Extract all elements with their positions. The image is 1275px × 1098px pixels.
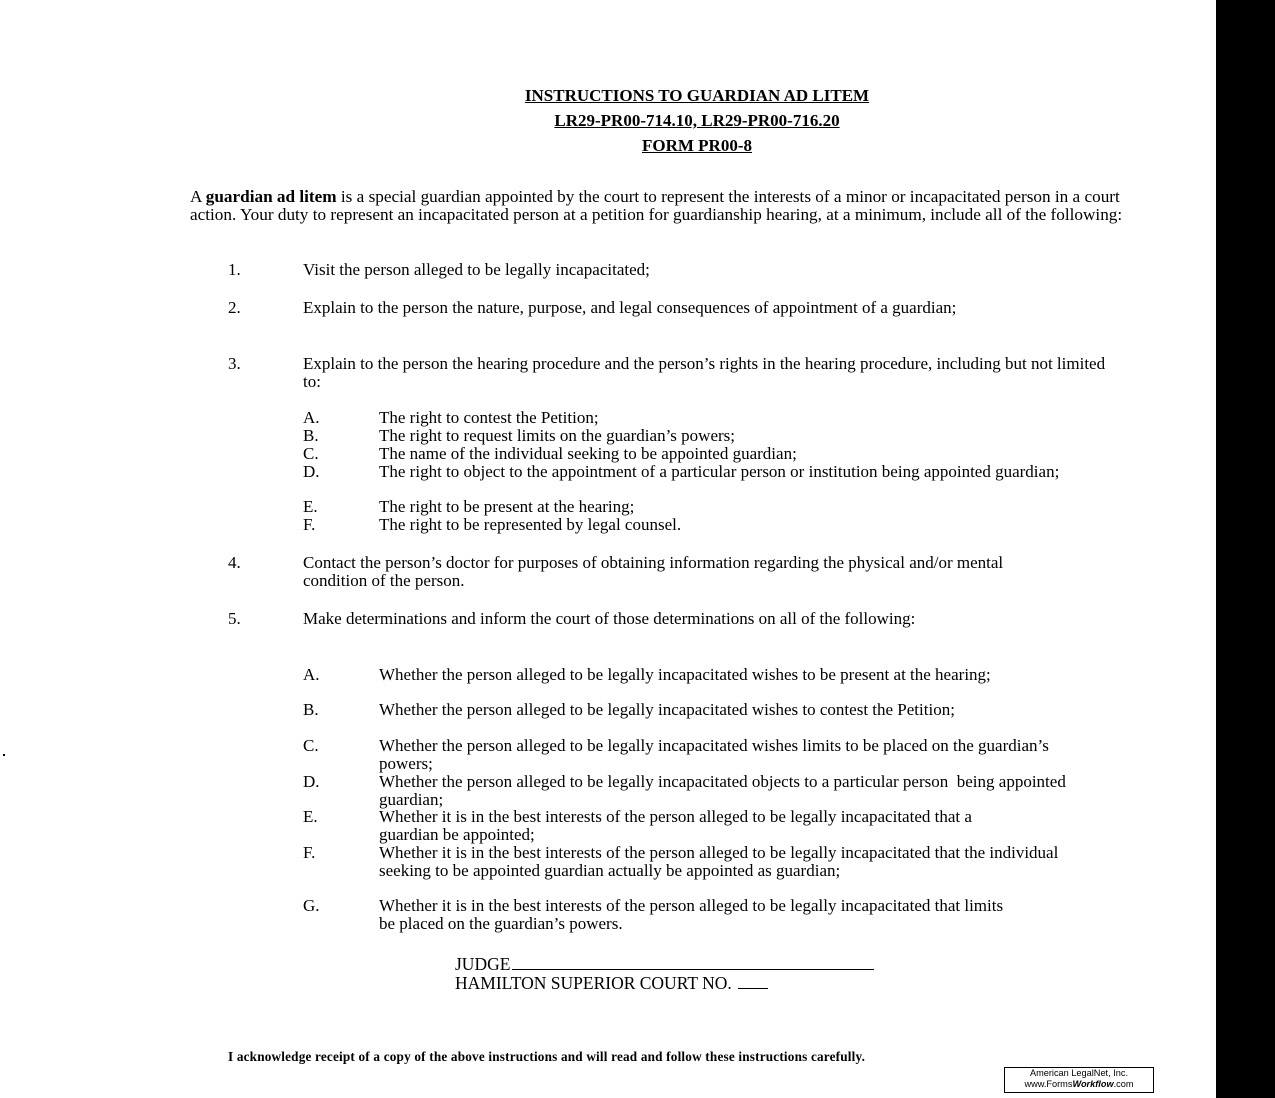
scan-speck: [3, 754, 5, 756]
intro-paragraph: [190, 188, 1170, 224]
right-letter: F.: [303, 515, 316, 534]
determination-text: Whether it is in the best interests of the person alleged to be legally incapacitated that limits be placed on the guardian’s powers.: [379, 896, 1004, 933]
stamp-url-a: www.Forms: [1024, 1079, 1073, 1089]
stamp-url-b: Workflow: [1072, 1079, 1114, 1089]
right-letter: E.: [303, 497, 318, 516]
item-number: 5.: [228, 609, 241, 628]
determination-letter: C.: [303, 736, 319, 755]
right-letter: A.: [303, 408, 320, 427]
item-number: 3.: [228, 354, 241, 373]
stamp-url-c: .com: [1113, 1079, 1134, 1089]
right-text: The right to object to the appointment of a particular person or institution being appointed guardian;: [379, 462, 1060, 481]
right-text: The name of the individual seeking to be appointed guardian;: [379, 444, 797, 463]
acknowledgement-text: I acknowledge receipt of a copy of the above instructions and will read and follow these instructions carefully.: [228, 1049, 866, 1064]
item-text: Contact the person’s doctor for purposes of obtaining information regarding the physical and/or mental condition of the person.: [303, 553, 1004, 590]
right-letter: B.: [303, 426, 319, 445]
determination-text: Whether the person alleged to be legally incapacitated objects to a particular person being appointed guardian;: [379, 772, 1071, 809]
right-letter: D.: [303, 462, 320, 481]
determination-letter: B.: [303, 700, 319, 719]
determination-text: Whether the person alleged to be legally incapacitated wishes to contest the Petition;: [379, 700, 955, 719]
determination-letter: E.: [303, 807, 318, 826]
judge-label: JUDGE: [455, 954, 511, 974]
determination-text: Whether it is in the best interests of the person alleged to be legally incapacitated that a guardian be appointed;: [379, 807, 972, 844]
determination-letter: F.: [303, 843, 316, 862]
intro-term: guardian ad litem: [205, 187, 337, 206]
stamp-company: American LegalNet, Inc.: [1029, 1068, 1129, 1078]
court-number-field[interactable]: [738, 973, 768, 989]
determination-letter: A.: [303, 665, 320, 684]
judge-signature-line: [455, 954, 874, 974]
item-text: Explain to the person the nature, purpose, and legal consequences of appointment of a guardian;: [303, 298, 957, 317]
item-number: 4.: [228, 553, 241, 572]
court-number-line: [455, 973, 768, 993]
determination-letter: G.: [303, 896, 320, 915]
stamp-url: [1005, 1079, 1153, 1090]
court-label: HAMILTON SUPERIOR COURT NO.: [455, 973, 732, 993]
intro-lead: A: [190, 187, 206, 206]
determination-letter: D.: [303, 772, 320, 791]
determination-text: Whether the person alleged to be legally incapacitated wishes limits to be placed on the guardian’s powers;: [379, 736, 1049, 773]
right-text: The right to be present at the hearing;: [379, 497, 635, 516]
item-text: Make determinations and inform the court of those determinations on all of the following:: [303, 609, 916, 628]
rule-references: LR29-PR00-714.10, LR29-PR00-716.20: [554, 111, 840, 130]
intro-rest: is a special guardian appointed by the court to represent the interests of a minor or incapacitated person in a court action. Your duty to represent an incapacitated person at a petition for guardianship hearing, at a minimum, include all of the following:: [190, 187, 1123, 224]
determination-text: Whether it is in the best interests of the person alleged to be legally incapacitated that the individual seeking to be appointed guardian actually be appointed as guardian;: [379, 843, 1059, 880]
right-text: The right to request limits on the guardian’s powers;: [379, 426, 735, 445]
right-text: The right to be represented by legal counsel.: [379, 515, 682, 534]
right-letter: C.: [303, 444, 319, 463]
right-text: The right to contest the Petition;: [379, 408, 599, 427]
document-title: INSTRUCTIONS TO GUARDIAN AD LITEM: [524, 86, 870, 105]
item-number: 1.: [228, 260, 241, 279]
judge-signature-field[interactable]: [512, 954, 874, 970]
form-number: FORM PR00-8: [641, 136, 752, 155]
item-text: Visit the person alleged to be legally incapacitated;: [303, 260, 650, 279]
determination-text: Whether the person alleged to be legally incapacitated wishes to be present at the hearing;: [379, 665, 991, 684]
item-number: 2.: [228, 298, 241, 317]
item-text: Explain to the person the hearing procedure and the person’s rights in the hearing procedure, including but not limited to:: [303, 354, 1106, 391]
scan-border: [1216, 0, 1275, 1098]
publisher-stamp: [1004, 1067, 1154, 1093]
